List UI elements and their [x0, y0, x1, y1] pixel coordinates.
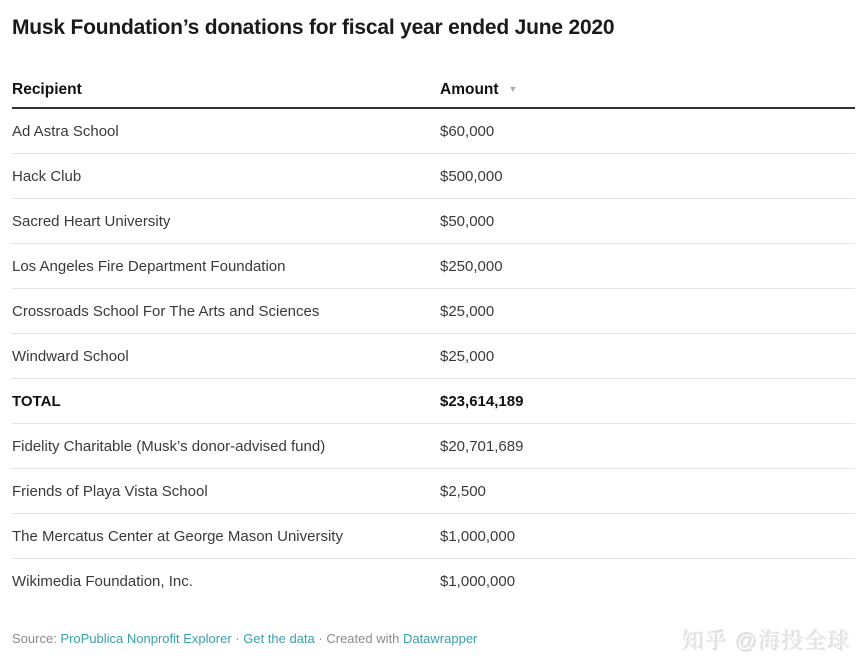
recipient-cell: Crossroads School For The Arts and Sciences — [12, 302, 320, 320]
recipient-cell: Windward School — [12, 347, 129, 365]
amount-cell: $500,000 — [440, 167, 503, 185]
recipient-cell: Friends of Playa Vista School — [12, 482, 208, 500]
column-header-recipient[interactable]: Recipient — [12, 80, 82, 98]
amount-cell: $50,000 — [440, 212, 495, 230]
source-label: Source: — [12, 631, 61, 647]
recipient-cell: Fidelity Charitable (Musk’s donor-advised fund) — [12, 437, 326, 455]
donations-table — [12, 72, 855, 604]
page-title: Musk Foundation’s donations for fiscal year ended June 2020 — [12, 16, 615, 39]
column-header-amount[interactable] — [440, 81, 855, 99]
source-link[interactable]: ProPublica Nonprofit Explorer — [60, 631, 232, 647]
table-row — [12, 514, 855, 559]
table-row — [12, 334, 855, 379]
footer-separator-2: · Created with — [314, 631, 403, 647]
table-row — [12, 289, 855, 334]
get-data-link[interactable]: Get the data — [243, 631, 315, 647]
column-header-amount-label: Amount — [440, 80, 499, 98]
recipient-cell: TOTAL — [12, 392, 61, 410]
amount-cell: $1,000,000 — [440, 527, 516, 545]
table-row — [12, 154, 855, 199]
recipient-cell: Los Angeles Fire Department Foundation — [12, 257, 286, 275]
table-row — [12, 199, 855, 244]
table-row — [12, 109, 855, 154]
sort-desc-icon[interactable]: ▼ — [508, 83, 518, 94]
table-row — [12, 559, 855, 604]
datawrapper-link[interactable]: Datawrapper — [402, 631, 478, 647]
table-header-row — [12, 72, 855, 109]
table-row — [12, 424, 855, 469]
recipient-cell: Ad Astra School — [12, 122, 119, 140]
amount-cell: $25,000 — [440, 347, 495, 365]
amount-cell: $60,000 — [440, 122, 495, 140]
table-row — [12, 469, 855, 514]
watermark: 知乎 @海投全球 — [682, 629, 851, 654]
amount-cell: $25,000 — [440, 302, 495, 320]
amount-cell: $23,614,189 — [440, 392, 524, 410]
amount-cell: $20,701,689 — [440, 437, 524, 455]
recipient-cell: Wikimedia Foundation, Inc. — [12, 573, 193, 591]
recipient-cell: Hack Club — [12, 167, 82, 185]
table-row — [12, 244, 855, 289]
table-body — [12, 109, 855, 604]
recipient-cell: The Mercatus Center at George Mason University — [12, 527, 343, 545]
recipient-cell: Sacred Heart University — [12, 212, 171, 230]
amount-cell: $250,000 — [440, 257, 503, 275]
table-row — [12, 379, 855, 424]
footer-separator-1: · — [231, 631, 244, 647]
amount-cell: $1,000,000 — [440, 573, 516, 591]
amount-cell: $2,500 — [440, 482, 486, 500]
